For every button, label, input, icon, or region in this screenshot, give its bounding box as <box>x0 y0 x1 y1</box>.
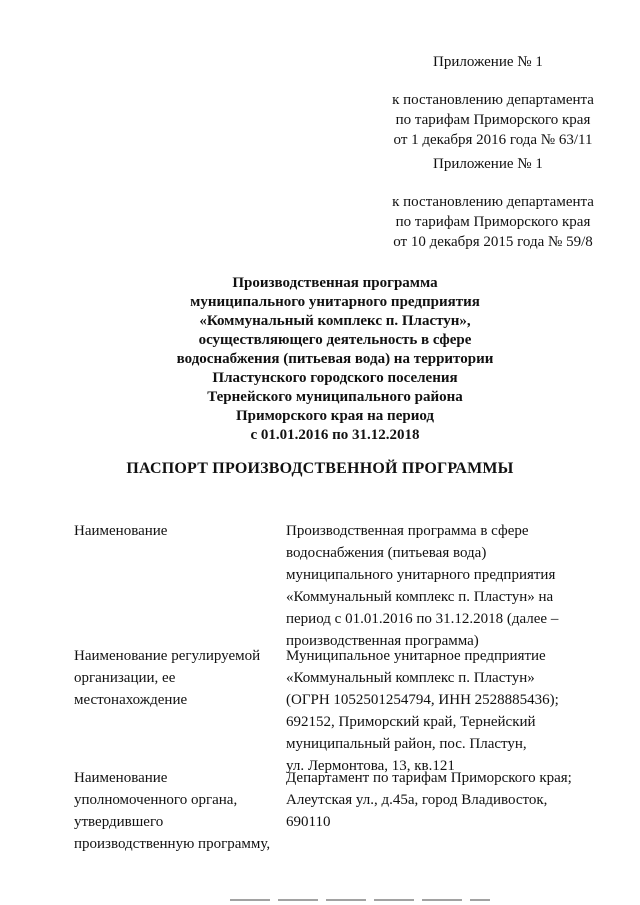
appendix-line: от 10 декабря 2015 года № 59/8 <box>393 234 593 250</box>
row-value-line: 692152, Приморский край, Тернейский <box>286 714 536 730</box>
row-value-line: Муниципальное унитарное предприятие <box>286 648 546 664</box>
program-title-line: муниципального унитарного предприятия <box>190 294 480 310</box>
row-label <box>74 645 284 711</box>
row-value-line: 690110 <box>286 814 331 830</box>
program-title-line: Производственная программа <box>232 275 438 291</box>
program-title-line: водоснабжения (питьевая вода) на территории <box>176 351 494 367</box>
appendix-reference <box>388 90 598 150</box>
appendix-line: к постановлению департамента <box>392 92 594 108</box>
appendix-title: Приложение № 1 <box>433 54 543 70</box>
row-value <box>286 767 606 833</box>
row-value-line: Алеутская ул., д.45а, город Владивосток, <box>286 792 548 808</box>
row-value-line: Департамент по тарифам Приморского края; <box>286 770 572 786</box>
program-title-line: осуществляющего деятельность в сфере <box>198 332 472 348</box>
row-label-line: утвердившего <box>74 814 164 830</box>
appendix-line: к постановлению департамента <box>392 194 594 210</box>
program-title-line: Приморского края на период <box>236 408 434 424</box>
row-label <box>74 520 284 542</box>
program-title <box>160 274 510 445</box>
row-label-line: Наименование <box>74 770 168 786</box>
row-label-line: местонахождение <box>74 692 188 708</box>
row-label-line: Наименование регулируемой <box>74 648 261 664</box>
row-value <box>286 645 606 777</box>
row-label-line: уполномоченного органа, <box>74 792 238 808</box>
row-label-line: Наименование <box>74 523 168 539</box>
row-value-line: ул. Лермонтова, 13, кв.121 <box>286 758 455 774</box>
program-title-line: Тернейского муниципального района <box>207 389 463 405</box>
row-value-line: период с 01.01.2016 по 31.12.2018 (далее – <box>286 611 559 627</box>
row-value-line: «Коммунальный комплекс п. Пластун» на <box>286 589 554 605</box>
row-value-line: «Коммунальный комплекс п. Пластун» <box>286 670 535 686</box>
appendix-title: Приложение № 1 <box>433 156 543 172</box>
passport-heading: ПАСПОРТ ПРОИЗВОДСТВЕННОЙ ПРОГРАММЫ <box>126 460 514 477</box>
appendix-line: по тарифам Приморского края <box>395 112 591 128</box>
row-value-line: водоснабжения (питьевая вода) <box>286 545 487 561</box>
program-title-line: Пластунского городского поселения <box>212 370 458 386</box>
row-label-line: организации, ее <box>74 670 176 686</box>
appendix-reference <box>388 192 598 252</box>
page-bottom-edge <box>230 899 490 901</box>
program-title-line: с 01.01.2016 по 31.12.2018 <box>250 427 420 443</box>
row-label <box>74 767 284 855</box>
row-value <box>286 520 606 652</box>
row-value-line: производственная программа) <box>286 633 479 649</box>
row-value-line: (ОГРН 1052501254794, ИНН 2528885436); <box>286 692 559 708</box>
row-value-line: муниципального унитарного предприятия <box>286 567 556 583</box>
row-value-line: муниципальный район, пос. Пластун, <box>286 736 527 752</box>
row-label-line: производственную программу, <box>74 836 271 852</box>
program-title-line: «Коммунальный комплекс п. Пластун», <box>199 313 471 329</box>
appendix-line: от 1 декабря 2016 года № 63/11 <box>393 132 593 148</box>
appendix-line: по тарифам Приморского края <box>395 214 591 230</box>
row-value-line: Производственная программа в сфере <box>286 523 529 539</box>
